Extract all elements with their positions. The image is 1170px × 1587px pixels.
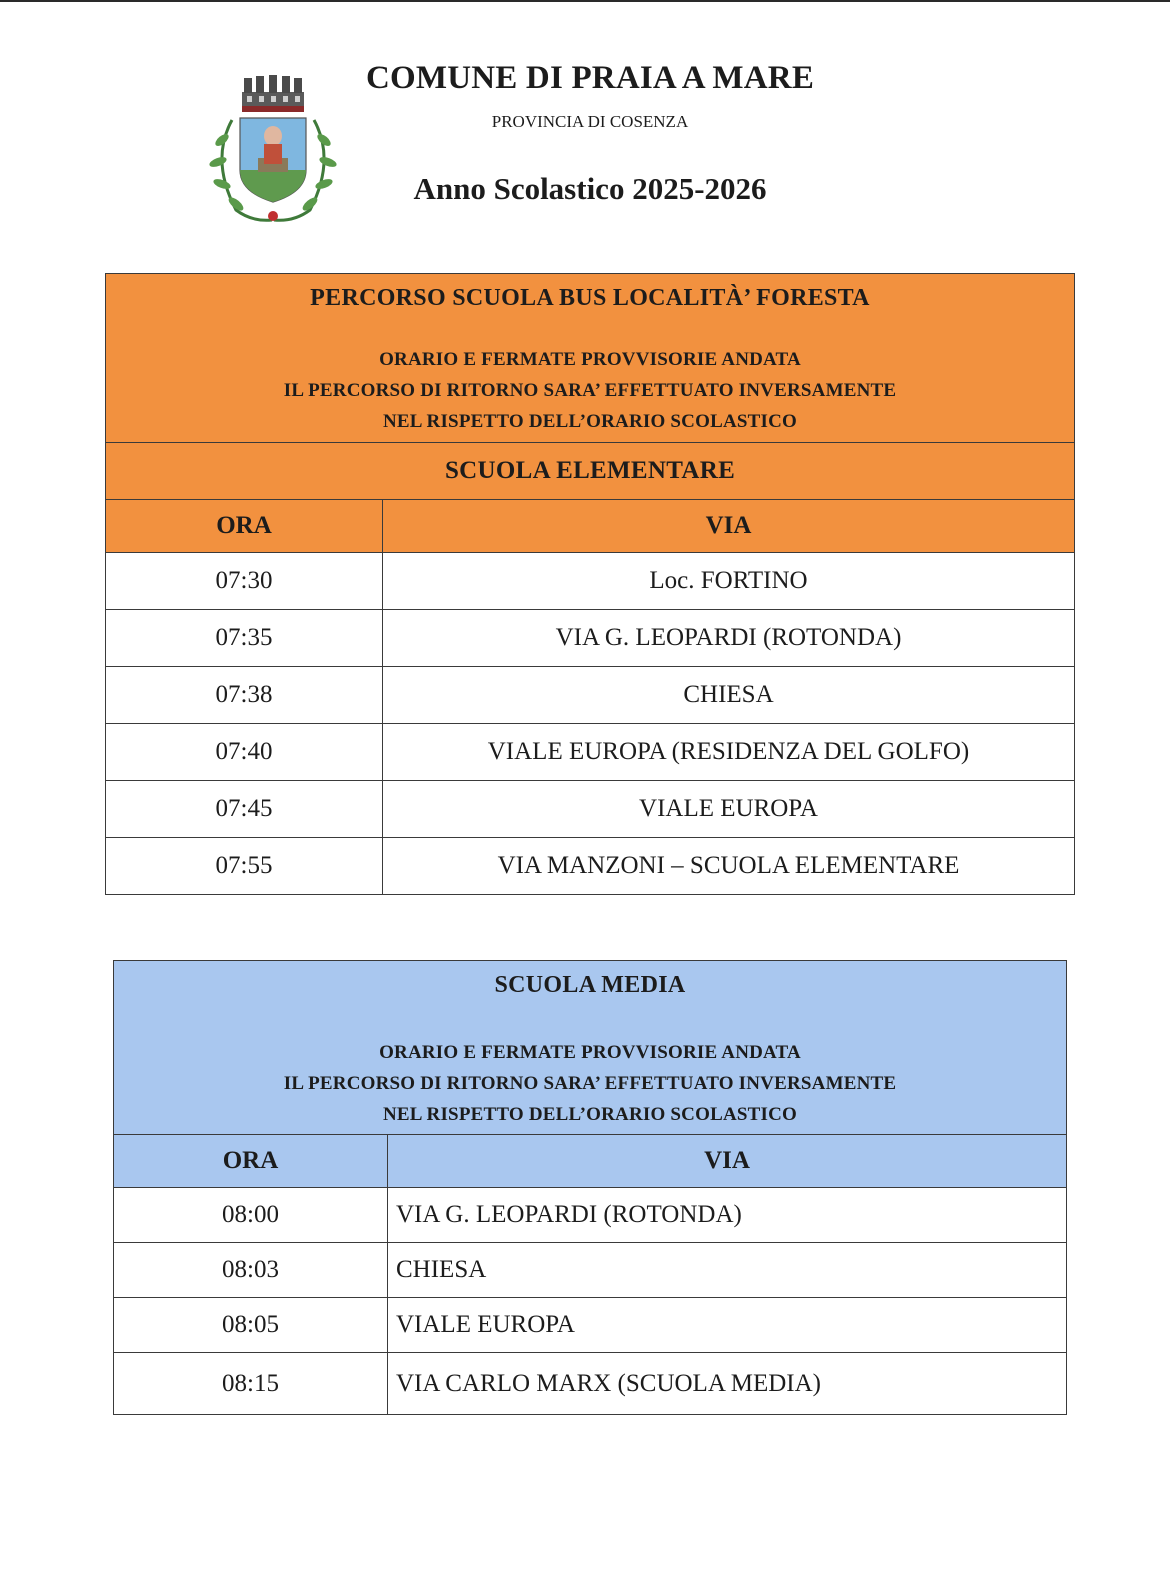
stop-cell: VIA MANZONI – SCUOLA ELEMENTARE	[383, 838, 1075, 895]
table-row	[114, 1298, 1067, 1353]
media-schedule-table	[113, 960, 1067, 1415]
top-border-line	[0, 0, 1170, 2]
table-row	[114, 1353, 1067, 1415]
table-row	[106, 553, 1075, 610]
note-line: ORARIO E FERMATE PROVVISORIE ANDATA	[379, 349, 801, 370]
time-cell: 07:30	[106, 553, 383, 610]
time-cell: 07:38	[106, 667, 383, 724]
table-row	[114, 1188, 1067, 1243]
stop-cell: VIA CARLO MARX (SCUOLA MEDIA)	[388, 1353, 1067, 1415]
time-cell: 08:15	[114, 1353, 388, 1415]
route-notes	[106, 344, 1074, 437]
elementare-schedule-table	[105, 273, 1075, 895]
school-year-title: Anno Scolastico 2025-2026	[413, 171, 767, 206]
media-route-info	[114, 961, 1067, 1135]
media-school-title: SCUOLA MEDIA	[494, 971, 686, 998]
table-row	[106, 610, 1075, 667]
column-header-ora: ORA	[106, 500, 383, 553]
note-line: NEL RISPETTO DELL’ORARIO SCOLASTICO	[382, 411, 798, 432]
stop-cell: VIA G. LEOPARDI (ROTONDA)	[383, 610, 1075, 667]
table-row	[106, 838, 1075, 895]
stop-cell: VIALE EUROPA	[388, 1298, 1067, 1353]
column-header-via: VIA	[383, 500, 1075, 553]
time-cell: 08:00	[114, 1188, 388, 1243]
time-cell: 07:55	[106, 838, 383, 895]
note-line: IL PERCORSO DI RITORNO SARA’ EFFETTUATO INVERSAMENTE	[283, 1072, 897, 1094]
stop-cell: Loc. FORTINO	[383, 553, 1075, 610]
time-cell: 07:45	[106, 781, 383, 838]
table-row	[106, 724, 1075, 781]
table-row	[114, 1243, 1067, 1298]
table-row	[106, 667, 1075, 724]
time-cell: 08:05	[114, 1298, 388, 1353]
stop-cell: VIALE EUROPA (RESIDENZA DEL GOLFO)	[383, 724, 1075, 781]
route-notes	[114, 1037, 1066, 1130]
note-line: NEL RISPETTO DELL’ORARIO SCOLASTICO	[382, 1103, 798, 1125]
table-row	[106, 781, 1075, 838]
column-header-ora: ORA	[114, 1135, 388, 1188]
elementare-school-title: SCUOLA ELEMENTARE	[106, 443, 1075, 500]
stop-cell: VIA G. LEOPARDI (ROTONDA)	[388, 1188, 1067, 1243]
note-line: IL PERCORSO DI RITORNO SARA’ EFFETTUATO INVERSAMENTE	[283, 380, 897, 401]
comune-title: COMUNE DI PRAIA A MARE	[365, 60, 815, 96]
provincia-subtitle: PROVINCIA DI COSENZA	[491, 112, 689, 131]
time-cell: 08:03	[114, 1243, 388, 1298]
note-line: ORARIO E FERMATE PROVVISORIE ANDATA	[379, 1041, 801, 1063]
time-cell: 07:35	[106, 610, 383, 667]
stop-cell: CHIESA	[388, 1243, 1067, 1298]
stop-cell: VIALE EUROPA	[383, 781, 1075, 838]
time-cell: 07:40	[106, 724, 383, 781]
column-header-via: VIA	[388, 1135, 1067, 1188]
route-title: PERCORSO SCUOLA BUS LOCALITÀ’ FORESTA	[310, 285, 870, 311]
stop-cell: CHIESA	[383, 667, 1075, 724]
elementare-route-info	[106, 274, 1075, 443]
